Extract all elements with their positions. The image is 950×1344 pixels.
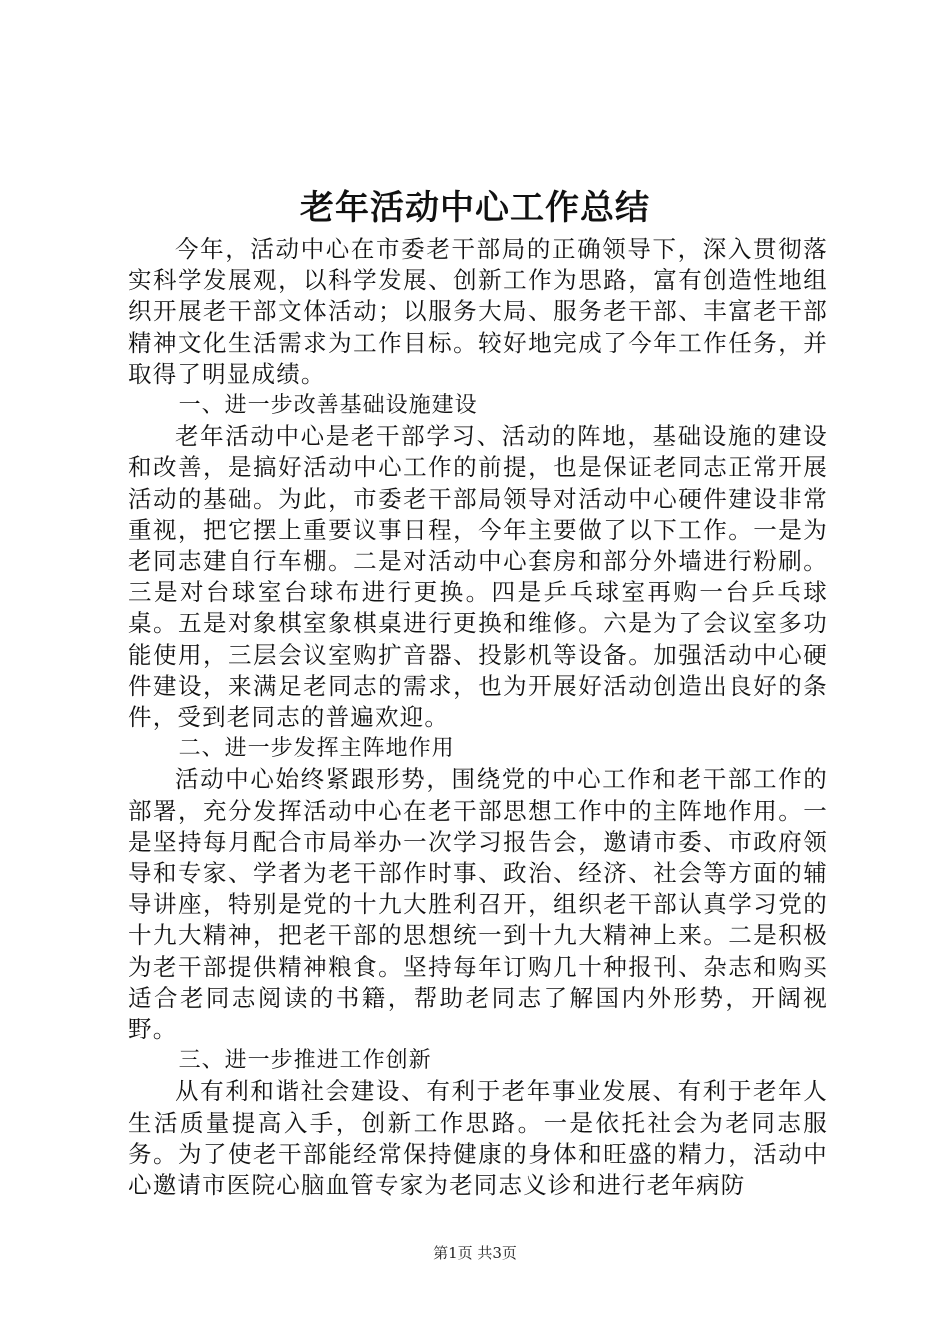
section-body-2: 活动中心始终紧跟形势，围绕党的中心工作和老干部工作的部署，充分发挥活动中心在老干部思想工作中的主阵地作用。一是坚持每月配合市局举办一次学习报告会，邀请市委、市政府领导和专家、学者为老干部作时事、政治、经济、社会等方面的辅导讲座，特别是党的十九大胜利召开，组织老干部认真学习党的十九大精神，把老干部的思想统一到十九大精神上来。二是积极为老干部提供精神粮食。坚持每年订购几十种报刊、杂志和购买适合老同志阅读的书籍，帮助老同志了解国内外形势，开阔视野。 <box>128 765 828 1044</box>
section-heading-3: 三、进一步推进工作创新 <box>178 1048 432 1074</box>
page-footer: 第1页 共3页 <box>433 1244 517 1262</box>
document-body <box>128 234 828 1201</box>
section-heading-1: 一、进一步改善基础设施建设 <box>178 393 478 419</box>
section-body-1: 老年活动中心是老干部学习、活动的阵地，基础设施的建设和改善，是搞好活动中心工作的前提，也是保证老同志正常开展活动的基础。为此，市委老干部局领导对活动中心硬件建设非常重视，把它摆上重要议事日程，今年主要做了以下工作。一是为老同志建自行车棚。二是对活动中心套房和部分外墙进行粉刷。三是对台球室台球布进行更换。四是乒乓球室再购一台乒乓球桌。五是对象棋室象棋桌进行更换和维修。六是为了会议室多功能使用，三层会议室购扩音器、投影机等设备。加强活动中心硬件建设，来满足老同志的需求，也为开展好活动创造出良好的条件，受到老同志的普遍欢迎。 <box>128 422 828 732</box>
section-heading-2: 二、进一步发挥主阵地作用 <box>178 736 455 762</box>
section-body-3: 从有利和谐社会建设、有利于老年事业发展、有利于老年人生活质量提高入手，创新工作思路。一是依托社会为老同志服务。为了使老干部能经常保持健康的身体和旺盛的精力，活动中心邀请市医院心脑血管专家为老同志义诊和进行老年病防 <box>128 1077 828 1200</box>
intro-paragraph: 今年，活动中心在市委老干部局的正确领导下，深入贯彻落实科学发展观，以科学发展、创新工作为思路，富有创造性地组织开展老干部文体活动；以服务大局、服务老干部、丰富老干部精神文化生活需求为工作目标。较好地完成了今年工作任务，并取得了明显成绩。 <box>128 235 828 388</box>
document-title: 老年活动中心工作总结 <box>300 188 650 228</box>
